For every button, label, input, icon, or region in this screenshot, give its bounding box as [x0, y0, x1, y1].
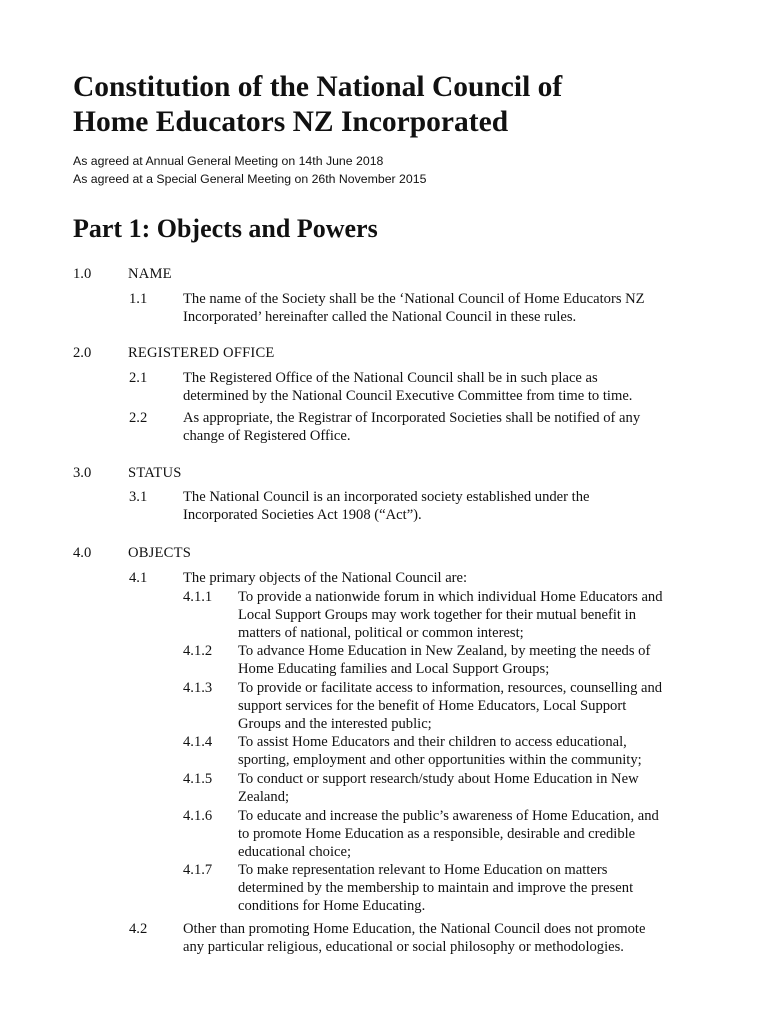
clause-number: 1.1 [129, 291, 148, 307]
section-heading: REGISTERED OFFICE [128, 345, 275, 361]
document-title [73, 70, 713, 140]
object-number: 4.1.5 [183, 771, 213, 787]
object-text: To make representation relevant to Home Education on matters determined by the membership to maintain and improve the present conditions for Home Educating. [238, 862, 634, 914]
section-heading: STATUS [128, 465, 182, 481]
part-title: Part 1: Objects and Powers [73, 214, 378, 243]
object-text: To provide or facilitate access to information, resources, counselling and support services for the benefit of Home Educators, Local Support Groups and the interested public; [238, 680, 663, 732]
section-number: 4.0 [73, 545, 92, 561]
object-text: To educate and increase the public’s awareness of Home Education, and to promote Home Education as a responsible, desirable and credible educational choice; [238, 808, 659, 860]
sgm-note: As agreed at a Special General Meeting on 26th November 2015 [73, 172, 427, 186]
object-text: To conduct or support research/study about Home Education in New Zealand; [238, 771, 639, 805]
object-number: 4.1.1 [183, 589, 213, 605]
clause-number: 3.1 [129, 489, 148, 505]
clause-text: As appropriate, the Registrar of Incorporated Societies shall be notified of any change of Registered Office. [183, 410, 641, 444]
object-number: 4.1.4 [183, 734, 213, 750]
clause-number: 4.2 [129, 921, 148, 937]
title-line-1: Constitution of the National Council of [73, 71, 563, 103]
section-number: 2.0 [73, 345, 92, 361]
object-text: To advance Home Education in New Zealand, by meeting the needs of Home Educating families and Local Support Groups; [238, 643, 651, 677]
object-number: 4.1.3 [183, 680, 213, 696]
title-line-2: Home Educators NZ Incorporated [73, 106, 509, 138]
clause-text: The name of the Society shall be the ‘National Council of Home Educators NZ Incorporated’ hereinafter called the National Council in these rules. [183, 291, 645, 325]
clause-text: The Registered Office of the National Council shall be in such place as determined by the National Council Executive Committee from time to time. [183, 370, 633, 404]
section-heading: OBJECTS [128, 545, 192, 561]
object-number: 4.1.6 [183, 808, 213, 824]
clause-number: 4.1 [129, 570, 148, 586]
clause-text: Other than promoting Home Education, the National Council does not promote any particular religious, educational or social philosophy or methodologies. [183, 921, 646, 955]
section-number: 3.0 [73, 465, 92, 481]
clause-text: The National Council is an incorporated society established under the Incorporated Societies Act 1908 (“Act”). [183, 489, 590, 523]
clause-text: The primary objects of the National Council are: [183, 570, 468, 586]
object-text: To provide a nationwide forum in which individual Home Educators and Local Support Groups may work together for their mutual benefit in matters of national, political or common interest; [238, 589, 663, 641]
clause-number: 2.1 [129, 370, 148, 386]
clause-number: 2.2 [129, 410, 148, 426]
object-number: 4.1.7 [183, 862, 213, 878]
object-number: 4.1.2 [183, 643, 213, 659]
object-text: To assist Home Educators and their children to access educational, sporting, employment and other opportunities within the community; [238, 734, 642, 768]
section-heading: NAME [128, 266, 172, 282]
agm-note: As agreed at Annual General Meeting on 14th June 2018 [73, 154, 384, 168]
section-number: 1.0 [73, 266, 92, 282]
